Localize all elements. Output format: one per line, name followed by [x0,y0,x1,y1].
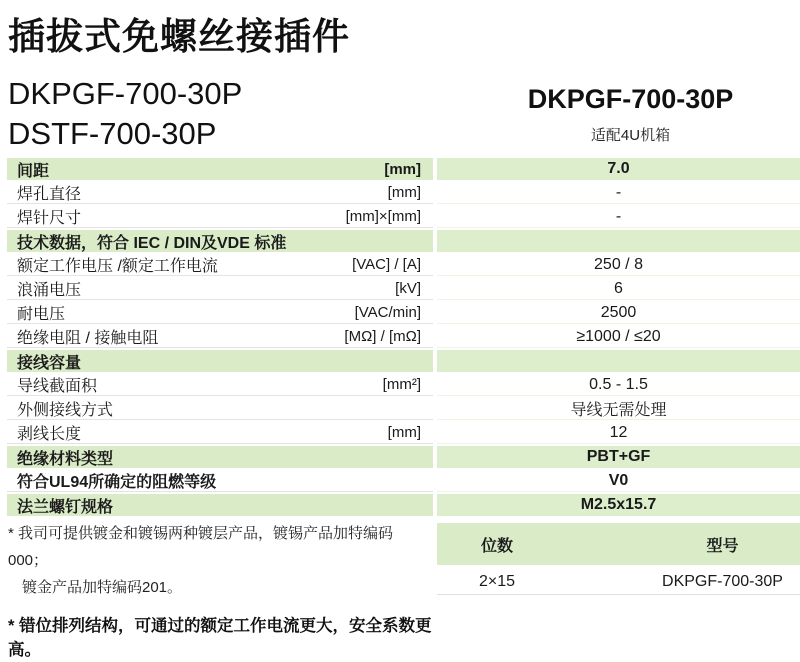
spec-row [7,278,800,300]
spec-value: PBT+GF [586,448,651,465]
spec-row-left-cell [7,326,433,348]
model-lookup-data-row [437,569,800,595]
spec-row-value-cell [437,398,800,420]
spec-row [7,446,800,468]
spec-row-value-cell [437,422,800,444]
spec-label: 剥线长度 [17,426,82,443]
spec-unit: [mm] [387,424,421,441]
spec-row [7,470,800,492]
spec-label: 绝缘电阻 / 接触电阻 [17,330,159,347]
spec-label: 浪涌电压 [17,282,82,299]
spec-label: 导线截面积 [17,378,98,395]
spec-row-left-cell [7,302,433,324]
spec-row-value-cell [437,326,800,348]
spec-row-value-cell [437,446,800,468]
spec-label: 技术数据，符合 IEC / DIN及VDE 标准 [17,234,287,252]
product-column-model: DKPGF-700-30P [527,84,734,114]
spec-value: M2.5x15.7 [580,496,657,513]
spec-value: 0.5 - 1.5 [589,375,648,393]
footnotes [8,520,433,662]
spec-row-value-cell [437,470,800,492]
spec-row [7,326,800,348]
spec-value: - [615,183,622,201]
spec-row-value-cell [437,302,800,324]
model-lookup-table [437,523,800,595]
spec-label: 绝缘材料类型 [17,450,114,468]
spec-row-value-cell [437,254,800,276]
spec-row [7,350,800,372]
spec-row-value-cell [437,230,800,252]
spec-row [7,494,800,516]
spec-value: 2500 [600,303,637,321]
footnote-stagger: * 错位排列结构，可通过的额定工作电流更大，安全系数更高。 [8,617,432,659]
spec-table [7,158,800,518]
spec-row [7,206,800,228]
spec-value: ≥1000 / ≤20 [576,327,661,345]
spec-row-left-cell [7,350,433,372]
spec-label: 符合UL94所确定的阻燃等级 [17,474,217,491]
spec-unit: [MΩ] / [mΩ] [344,328,421,345]
spec-row-value-cell [437,182,800,204]
spec-value: 导线无需处理 [570,402,667,419]
model-lookup-header-row [437,523,800,565]
spec-row-left-cell [7,206,433,228]
model-value: DKPGF-700-30P [662,572,783,590]
spec-row-value-cell [437,206,800,228]
spec-row-left-cell [7,398,433,420]
spec-row [7,398,800,420]
spec-label: 接线容量 [17,354,82,372]
spec-row [7,374,800,396]
spec-value: 6 [614,279,623,297]
spec-value: 250 / 8 [594,255,643,273]
spec-row [7,302,800,324]
spec-value: V0 [608,471,629,489]
spec-value: 12 [609,423,628,441]
spec-row-left-cell [7,182,433,204]
spec-row-left-cell [7,374,433,396]
spec-row [7,158,800,180]
spec-unit: [mm] [384,160,421,178]
spec-row-left-cell [7,254,433,276]
spec-label: 间距 [17,162,50,180]
product-column-header [437,84,800,145]
spec-row-left-cell [7,422,433,444]
model-secondary: DSTF-700-30P [8,116,217,151]
spec-label: 焊针尺寸 [17,210,82,227]
spec-row-left-cell [7,470,433,492]
spec-unit: [VAC] / [A] [352,256,421,273]
spec-row [7,182,800,204]
spec-unit: [mm]×[mm] [345,208,421,225]
spec-row-value-cell [437,158,800,180]
spec-value: 7.0 [607,160,630,177]
model-primary: DKPGF-700-30P [8,76,243,111]
positions-column-header: 位数 [480,537,513,555]
page-title: 插拔式免螺丝接插件 [8,16,350,57]
spec-row-value-cell [437,494,800,516]
spec-row-value-cell [437,374,800,396]
spec-row-left-cell [7,446,433,468]
spec-label: 法兰螺钉规格 [17,498,114,516]
model-list [8,74,242,154]
spec-row-left-cell [7,278,433,300]
spec-row-value-cell [437,278,800,300]
spec-unit: [VAC/min] [354,304,421,321]
spec-unit: [mm²] [382,376,421,393]
spec-row-left-cell [7,494,433,516]
spec-row [7,254,800,276]
positions-value: 2×15 [478,572,516,590]
spec-row-value-cell [437,350,800,372]
product-column-subtitle: 适配4U机箱 [590,127,671,144]
spec-value: - [615,207,622,225]
footnote-plating-line1: * 我司可提供镀金和镀锡两种镀层产品，镀锡产品加特编码000； [8,525,394,569]
spec-row [7,230,800,252]
footnote-plating-line2: 镀金产品加特编码201。 [22,579,183,596]
footnote-plating [8,520,433,601]
spec-label: 额定工作电压 /额定工作电流 [17,258,218,275]
model-column-header: 型号 [706,537,739,555]
spec-label: 焊孔直径 [17,186,82,203]
spec-unit: [kV] [395,280,421,297]
spec-row [7,422,800,444]
spec-label: 外侧接线方式 [17,402,114,419]
spec-unit: [mm] [387,184,421,201]
spec-row-left-cell [7,230,433,252]
spec-row-left-cell [7,158,433,180]
spec-label: 耐电压 [17,306,66,323]
